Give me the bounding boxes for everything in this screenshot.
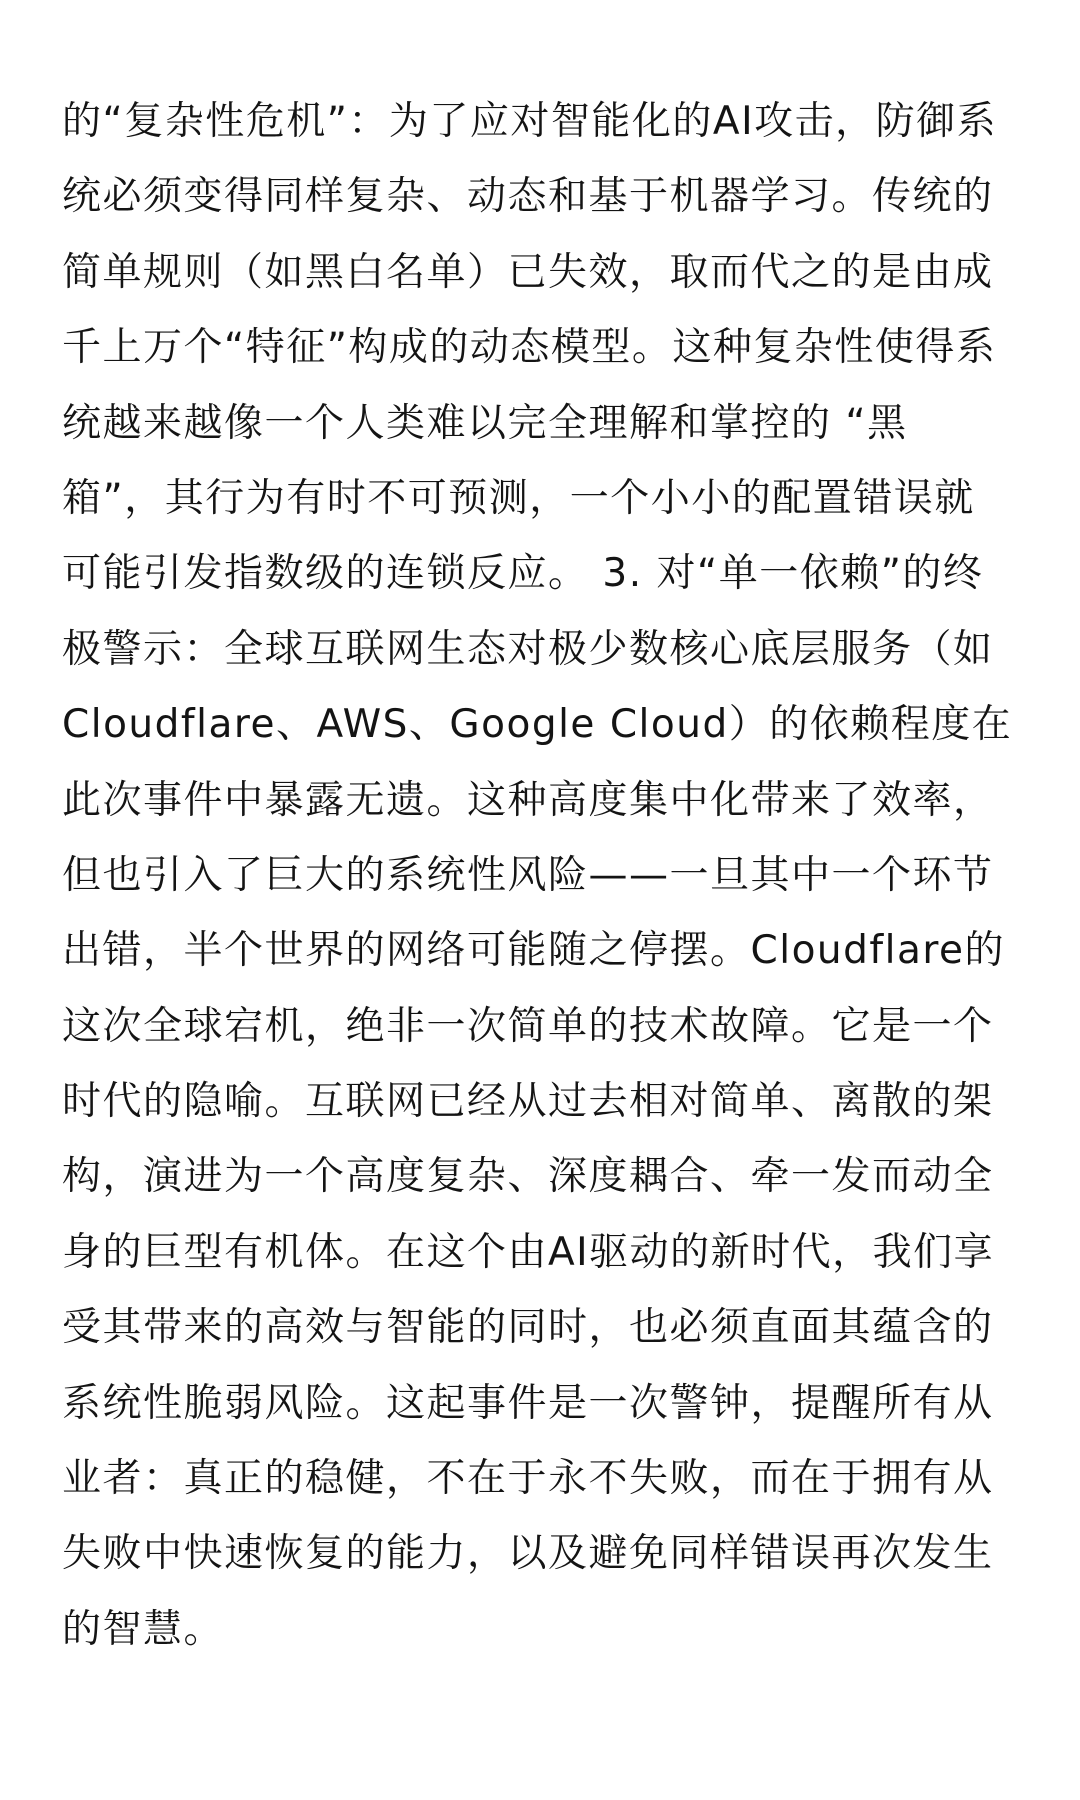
article-line: 出错，半个世界的网络可能随之停摆。Cloudflare的	[62, 928, 1006, 974]
article-line: 身的巨型有机体。在这个由AI驱动的新时代，我们享	[62, 1229, 995, 1275]
article-line: 系统性脆弱风险。这起事件是一次警钟，提醒所有从	[62, 1380, 994, 1426]
article-line: 此次事件中暴露无遗。这种高度集中化带来了效率，	[62, 777, 994, 823]
article-line: 但也引入了巨大的系统性风险——一旦其中一个环节	[62, 852, 994, 898]
article-line: 可能引发指数级的连锁反应。 3. 对“单一依赖”的终	[62, 551, 984, 597]
article-line: 构，演进为一个高度复杂、深度耦合、牵一发而动全	[62, 1154, 994, 1200]
article-line: 统必须变得同样复杂、动态和基于机器学习。传统的	[62, 174, 994, 220]
article-line: 时代的隐喻。互联网已经从过去相对简单、离散的架	[62, 1079, 994, 1125]
article-line: 的智慧。	[62, 1606, 225, 1652]
article-line: 极警示：全球互联网生态对极少数核心底层服务（如	[62, 626, 994, 672]
article-body	[62, 84, 1042, 1667]
article-line: 千上万个“特征”构成的动态模型。这种复杂性使得系	[62, 325, 997, 371]
article-line: 失败中快速恢复的能力，以及避免同样错误再次发生	[62, 1531, 994, 1577]
article-line: 简单规则（如黑白名单）已失效，取而代之的是由成	[62, 249, 994, 295]
article-line: 箱”，其行为有时不可预测，一个小小的配置错误就	[62, 475, 975, 521]
article-line: 受其带来的高效与智能的同时，也必须直面其蕴含的	[62, 1305, 994, 1351]
article-line: 的“复杂性危机”：为了应对智能化的AI攻击，防御系	[62, 99, 998, 144]
article-line: Cloudflare、AWS、Google Cloud）的依赖程度在	[62, 702, 1013, 748]
article-line: 统越来越像一个人类难以完全理解和掌控的 “黑	[62, 400, 908, 446]
article-line: 这次全球宕机，绝非一次简单的技术故障。它是一个	[62, 1003, 994, 1049]
article-line: 业者：真正的稳健，不在于永不失败，而在于拥有从	[62, 1456, 994, 1502]
